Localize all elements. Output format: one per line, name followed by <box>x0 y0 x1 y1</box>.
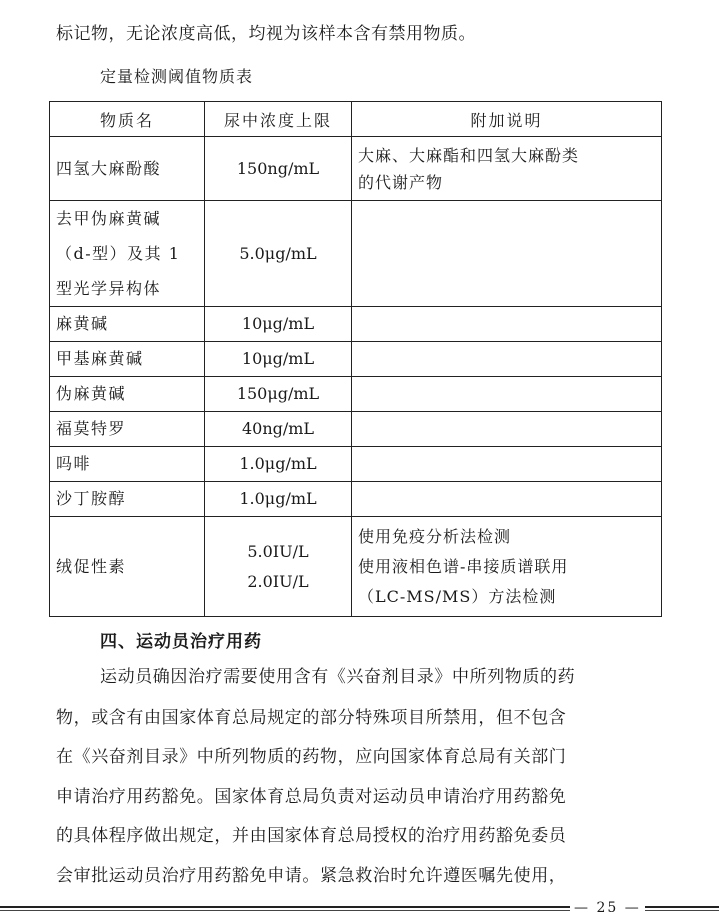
concentration-cell <box>205 447 352 482</box>
concentration-cell <box>205 201 352 307</box>
substance-name: 伪麻黄碱 <box>56 384 127 403</box>
paragraph-line: 运动员确因治疗需要使用含有《兴奋剂目录》中所列物质的药 <box>100 667 576 687</box>
note-text: 使用液相色谱-串接质谱联用 <box>358 556 569 576</box>
concentration-cell <box>205 307 352 342</box>
concentration-value: 2.0IU/L <box>247 571 309 591</box>
note-cell <box>352 307 662 342</box>
threshold-table <box>49 101 662 617</box>
concentration-value: 5.0IU/L <box>247 541 309 561</box>
substance-name: （d-型）及其 1 <box>56 244 181 263</box>
paragraph-line: 申请治疗用药豁免。国家体育总局负责对运动员申请治疗用药豁免 <box>56 787 567 807</box>
table-row <box>50 307 662 342</box>
substance-name: 甲基麻黄碱 <box>56 349 144 368</box>
concentration-value: 150μg/mL <box>236 384 320 403</box>
substance-name-cell <box>50 482 205 517</box>
concentration-cell <box>205 342 352 377</box>
table-row <box>50 412 662 447</box>
note-text: 的代谢产物 <box>358 172 444 192</box>
substance-name-cell <box>50 447 205 482</box>
note-text: 使用免疫分析法检测 <box>358 526 512 546</box>
concentration-cell <box>205 517 352 617</box>
top-text-line: 标记物，无论浓度高低，均视为该样本含有禁用物质。 <box>56 24 476 44</box>
table-row <box>50 482 662 517</box>
table-row <box>50 447 662 482</box>
substance-name: 沙丁胺醇 <box>56 489 127 508</box>
substance-name-cell <box>50 377 205 412</box>
substance-name: 四氢大麻酚酸 <box>56 158 162 178</box>
paragraph-line: 物，或含有由国家体育总局规定的部分特殊项目所禁用，但不包含 <box>56 708 567 728</box>
substance-name: 福莫特罗 <box>56 419 127 438</box>
substance-name-cell <box>50 201 205 307</box>
paragraph-line: 的具体程序做出规定，并由国家体育总局授权的治疗用药豁免委员 <box>56 826 567 846</box>
note-cell <box>352 412 662 447</box>
concentration-value: 1.0μg/mL <box>239 454 317 473</box>
concentration-cell <box>205 137 352 201</box>
table-header-row <box>50 102 662 137</box>
header-concentration: 尿中浓度上限 <box>205 102 352 137</box>
concentration-value: 40ng/mL <box>241 419 315 438</box>
substance-name: 麻黄碱 <box>56 314 109 333</box>
substance-name-cell <box>50 342 205 377</box>
table-caption: 定量检测阈值物质表 <box>100 67 254 86</box>
concentration-cell <box>205 377 352 412</box>
header-notes: 附加说明 <box>352 102 662 137</box>
note-cell <box>352 447 662 482</box>
concentration-value: 150ng/mL <box>236 158 320 178</box>
substance-name: 型光学异构体 <box>56 279 162 298</box>
concentration-value: 1.0μg/mL <box>239 489 317 508</box>
note-text: 大麻、大麻酯和四氢大麻酚类 <box>358 145 580 165</box>
substance-name-cell <box>50 517 205 617</box>
substance-name: 吗啡 <box>56 454 92 473</box>
substance-name-cell <box>50 412 205 447</box>
note-cell <box>352 377 662 412</box>
concentration-value: 5.0μg/mL <box>239 243 317 263</box>
section-heading: 四、运动员治疗用药 <box>100 632 262 652</box>
substance-name-cell <box>50 137 205 201</box>
substance-name: 去甲伪麻黄碱 <box>56 209 162 228</box>
concentration-cell <box>205 412 352 447</box>
substance-name: 绒促性素 <box>56 556 127 576</box>
header-substance: 物质名 <box>50 102 205 137</box>
paragraph-line: 在《兴奋剂目录》中所列物质的药物，应向国家体育总局有关部门 <box>56 747 567 767</box>
table-row <box>50 201 662 307</box>
concentration-value: 10μg/mL <box>241 349 315 368</box>
table-row <box>50 137 662 201</box>
table-row <box>50 377 662 412</box>
note-text: （LC-MS/MS）方法检测 <box>358 586 557 606</box>
note-cell <box>352 137 662 201</box>
table-row <box>50 517 662 617</box>
note-cell <box>352 517 662 617</box>
substance-name-cell <box>50 307 205 342</box>
note-cell <box>352 342 662 377</box>
concentration-cell <box>205 482 352 517</box>
concentration-value: 10μg/mL <box>241 314 315 333</box>
note-cell <box>352 482 662 517</box>
table-row <box>50 342 662 377</box>
page-number: — 25 — <box>570 900 645 916</box>
note-cell <box>352 201 662 307</box>
paragraph-line: 会审批运动员治疗用药豁免申请。紧急救治时允许遵医嘱先使用， <box>56 866 567 886</box>
